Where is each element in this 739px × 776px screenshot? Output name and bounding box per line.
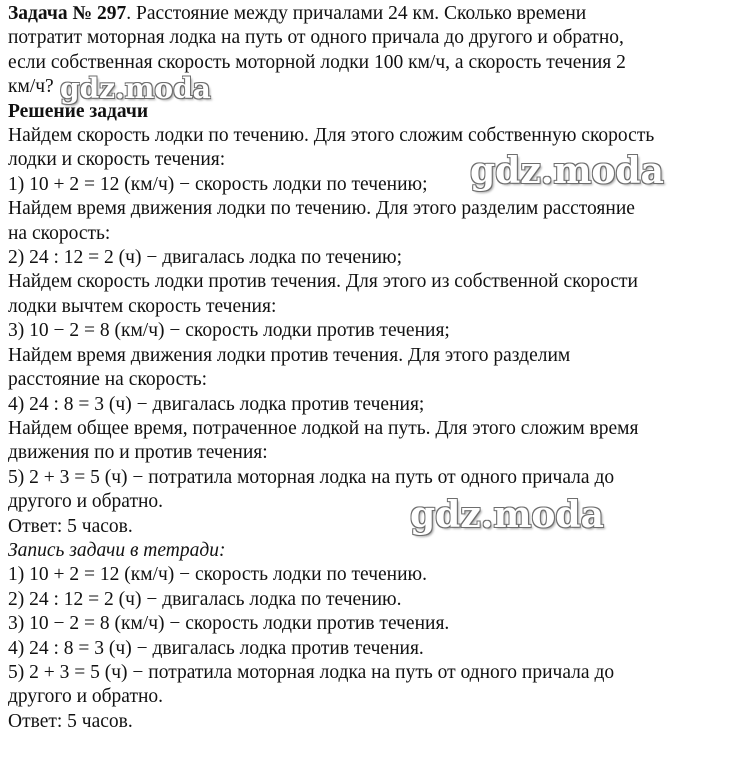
solution-line: Найдем скорость лодки против течения. Для этого из собственной скорости [8,271,638,293]
solution-step: 1) 10 + 2 = 12 (км/ч) − скорость лодки по течению; [8,173,428,195]
solution-step: 5) 2 + 3 = 5 (ч) − потратила моторная лодка на путь от одного причала до [8,466,615,488]
task-heading: Задача № 297 [8,3,127,24]
solution-heading: Решение задачи [8,100,149,122]
solution-line: на скорость: [8,222,111,244]
solution-line: лодки вычтем скорость течения: [8,295,277,317]
solution-step: 3) 10 − 2 = 8 (км/ч) − скорость лодки против течения; [8,320,450,342]
task-statement-line-2: потратит моторная лодка на путь от одного причала до другого и обратно, [8,27,624,49]
watermark: gdz.moda [410,494,604,536]
notebook-step: 5) 2 + 3 = 5 (ч) − потратила моторная лодка на путь от одного причала до [8,661,615,683]
notebook-heading: Запись задачи в тетради: [8,539,226,561]
notebook-step: 2) 24 : 12 = 2 (ч) − двигалась лодка по течению. [8,588,402,610]
solution-step: 2) 24 : 12 = 2 (ч) − двигалась лодка по течению; [8,247,403,269]
notebook-answer: Ответ: 5 часов. [8,710,133,732]
notebook-step: 3) 10 − 2 = 8 (км/ч) − скорость лодки против течения. [8,613,450,635]
task-statement-line-3: если собственная скорость моторной лодки 100 км/ч, а скорость течения 2 [8,51,626,73]
solution-line: движения по и против течения: [8,442,268,464]
solution-line: Найдем общее время, потраченное лодкой на путь. Для этого сложим время [8,417,639,439]
task-statement-line-4: км/ч? [8,76,54,98]
solution-line: Найдем скорость лодки по течению. Для этого сложим собственную скорость [8,125,655,147]
watermark: gdz.moda [60,72,211,105]
document-body [8,2,733,734]
notebook-step: 1) 10 + 2 = 12 (км/ч) − скорость лодки по течению. [8,564,427,586]
solution-answer: Ответ: 5 часов. [8,515,133,537]
solution-line: другого и обратно. [8,491,164,513]
solution-step: 4) 24 : 8 = 3 (ч) − двигалась лодка против течения; [8,393,425,415]
task-text: . Расстояние между причалами 24 км. Сколько времени [126,3,587,24]
task-statement-line-1 [8,2,733,26]
watermark: gdz.moda [470,150,664,192]
solution-line: расстояние на скорость: [8,369,208,391]
solution-line: лодки и скорость течения: [8,149,226,171]
notebook-step: другого и обратно. [8,686,164,708]
solution-line: Найдем время движения лодки по течению. Для этого разделим расстояние [8,198,635,220]
solution-line: Найдем время движения лодки против течения. Для этого разделим [8,344,571,366]
notebook-step: 4) 24 : 8 = 3 (ч) − двигалась лодка против течения. [8,637,424,659]
